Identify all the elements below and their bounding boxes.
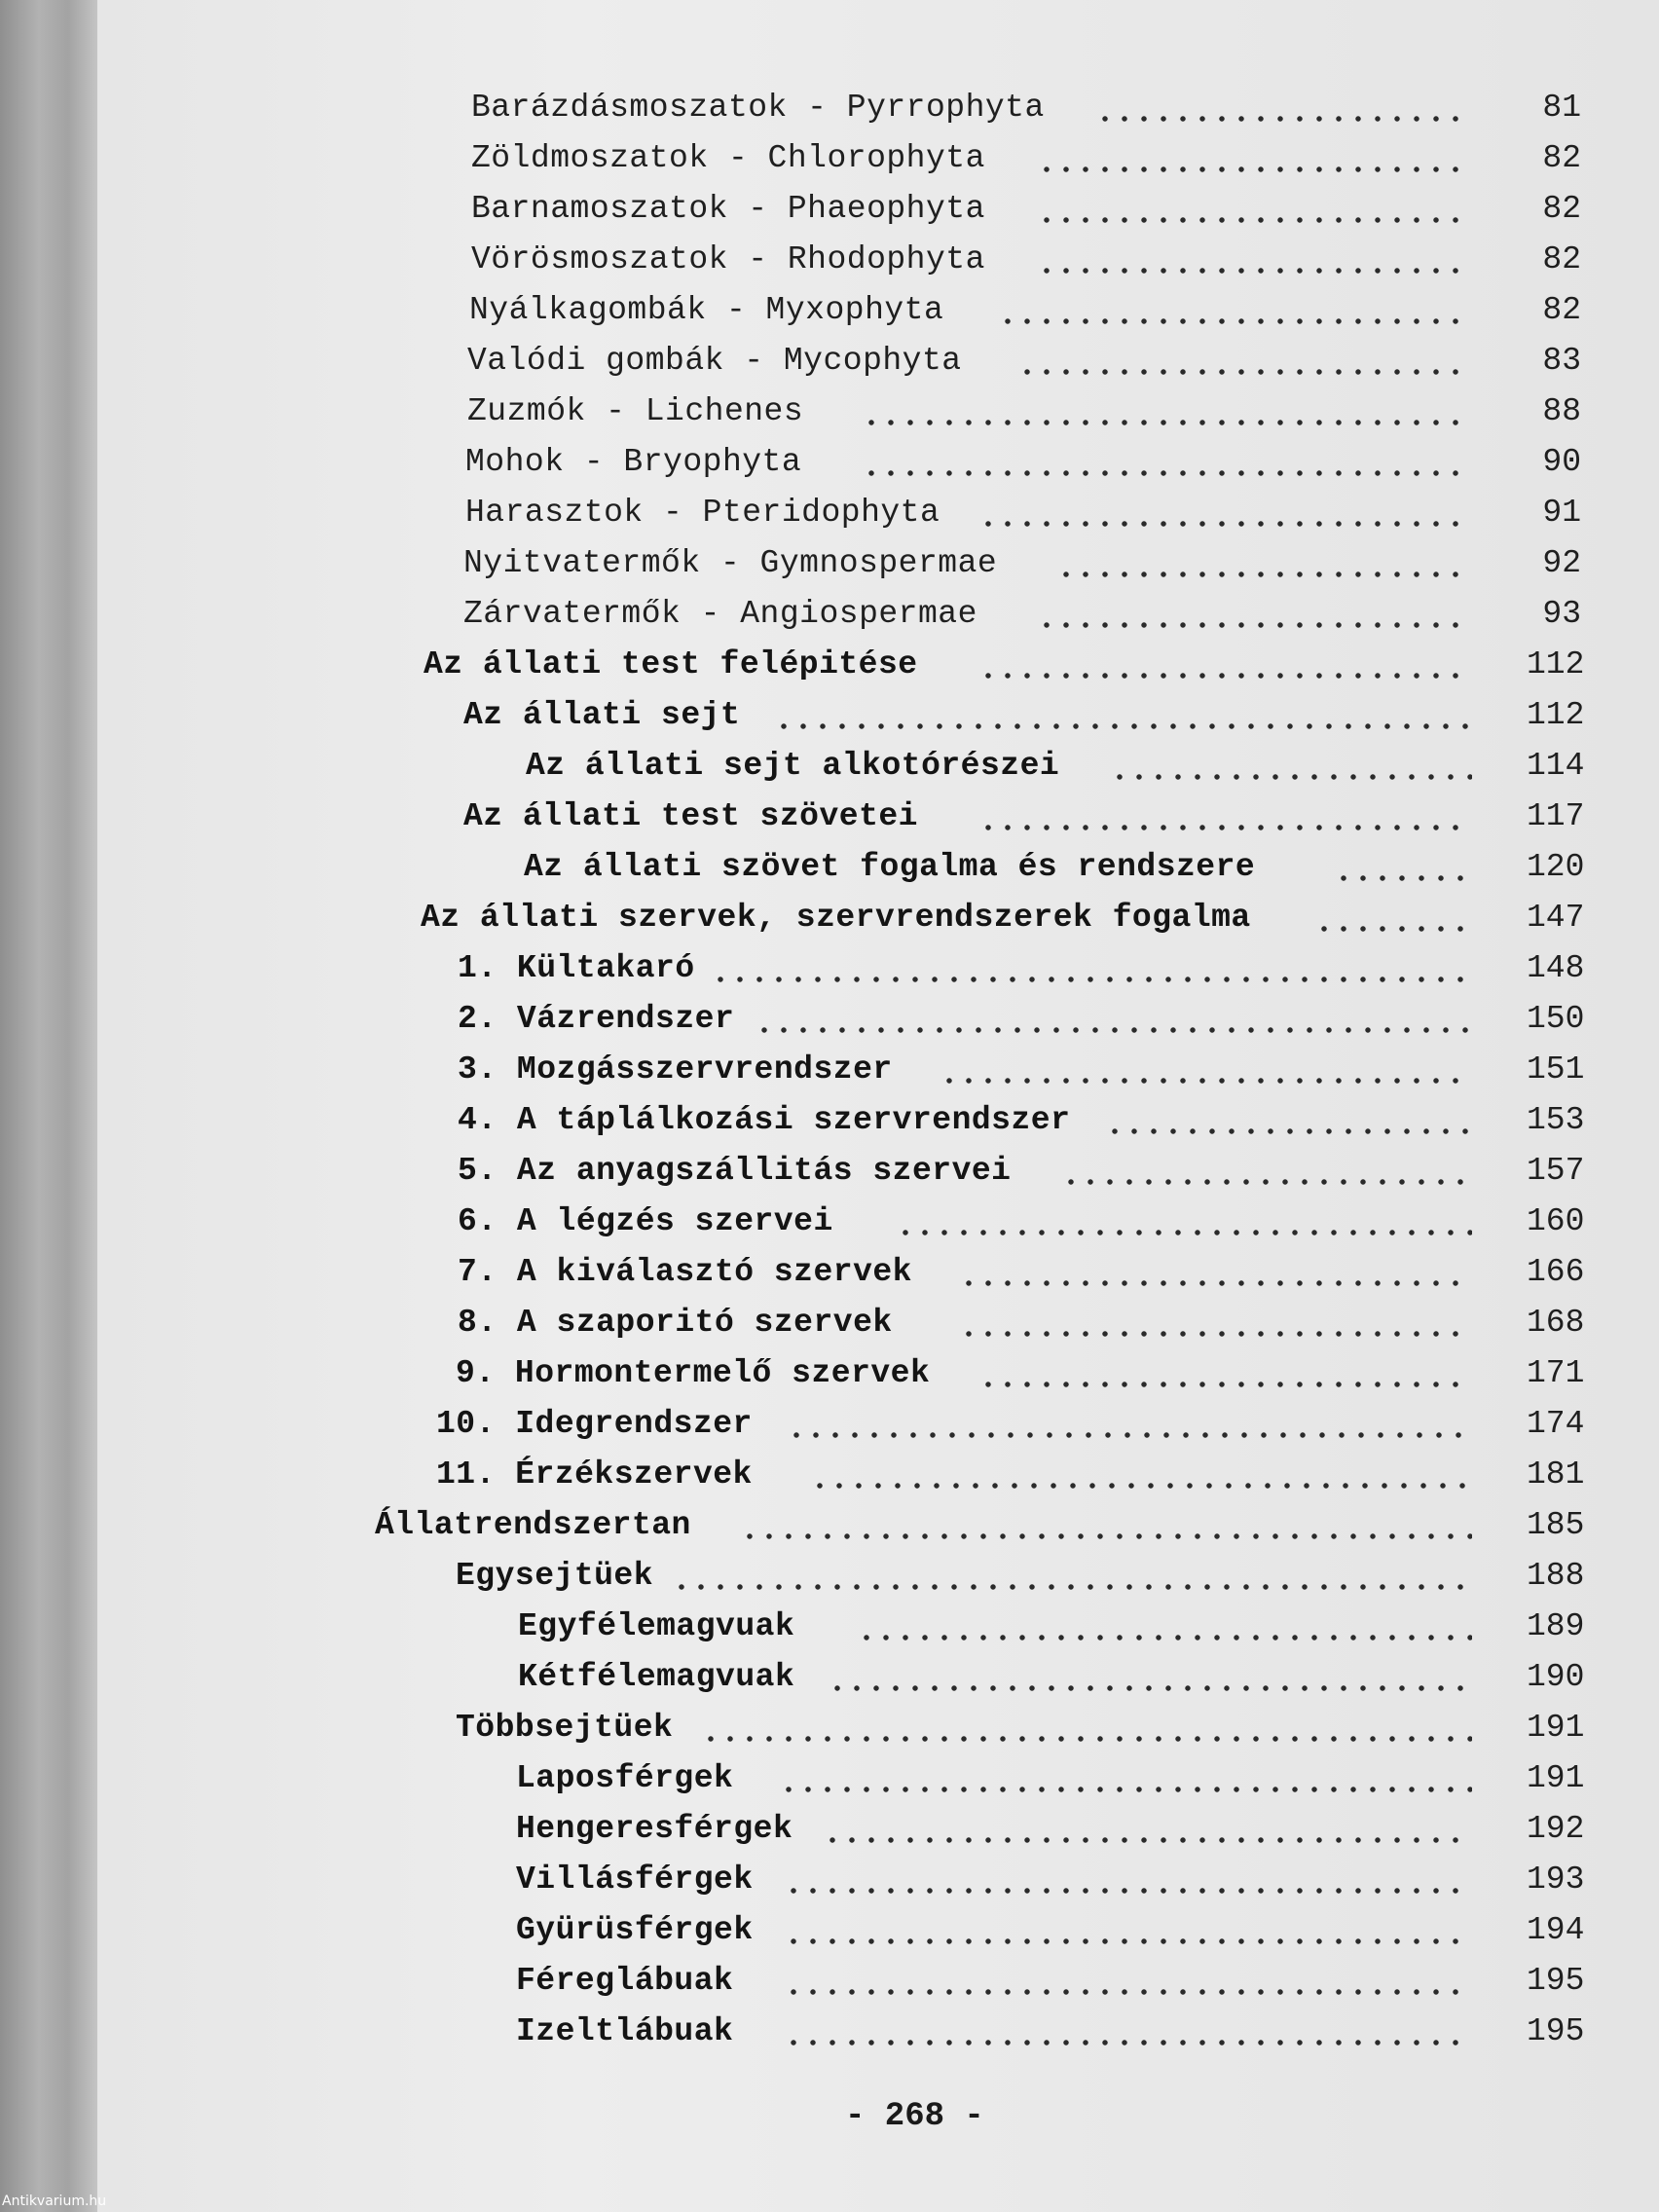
toc-entry	[0, 83, 1659, 133]
toc-entry-page: 188	[1527, 1558, 1585, 1594]
toc-entry	[0, 1551, 1659, 1602]
toc-entry	[0, 184, 1659, 235]
toc-entry-page: 112	[1527, 697, 1585, 733]
dot-leader	[959, 1331, 1472, 1337]
toc-entry	[0, 741, 1659, 792]
toc-entry-title: Nyitvatermők - Gymnospermae	[463, 545, 998, 581]
toc-entry	[0, 1095, 1659, 1146]
dot-leader	[857, 1635, 1472, 1641]
dot-leader	[779, 1787, 1472, 1792]
toc-entry-page: 117	[1527, 798, 1585, 834]
toc-entry-page: 191	[1527, 1710, 1585, 1746]
toc-entry-page: 81	[1542, 90, 1581, 126]
toc-entry-title: Gyürüsférgek	[516, 1912, 754, 1948]
toc-entry	[0, 893, 1659, 943]
toc-entry-page: 83	[1542, 343, 1581, 379]
toc-entry-title: Villásférgek	[516, 1862, 754, 1898]
toc-entry-title: 1. Kültakaró	[458, 950, 695, 986]
dot-leader	[978, 673, 1472, 679]
toc-entry	[0, 1298, 1659, 1348]
toc-entry-title: 6. A légzés szervei	[458, 1203, 833, 1239]
toc-entry-page: 82	[1542, 140, 1581, 176]
toc-entry-page: 148	[1527, 950, 1585, 986]
dot-leader	[1095, 116, 1472, 122]
toc-entry-title: Hengeresférgek	[516, 1811, 793, 1847]
dot-leader	[828, 1685, 1472, 1691]
dot-leader	[978, 825, 1472, 830]
dot-leader	[959, 1280, 1472, 1286]
toc-entry	[0, 792, 1659, 842]
toc-entry-page: 189	[1527, 1608, 1585, 1644]
toc-entry	[0, 1855, 1659, 1905]
toc-entry-page: 120	[1527, 849, 1585, 885]
toc-entry-page: 168	[1527, 1305, 1585, 1341]
dot-leader	[672, 1584, 1472, 1590]
toc-entry	[0, 538, 1659, 589]
dot-leader	[1037, 166, 1472, 172]
toc-entry-page: 181	[1527, 1456, 1585, 1493]
toc-entry-title: Kétfélemagvuak	[518, 1659, 795, 1695]
toc-entry	[0, 943, 1659, 994]
toc-entry-title: Nyálkagombák - Myxophyta	[469, 292, 944, 328]
toc-entry-title: Az állati sejt alkotórészei	[526, 748, 1060, 784]
toc-entry	[0, 589, 1659, 640]
toc-entry-title: Egysejtüek	[456, 1558, 654, 1594]
toc-entry-page: 93	[1542, 596, 1581, 632]
toc-entry	[0, 640, 1659, 690]
dot-leader	[1037, 622, 1472, 628]
toc-entry	[0, 437, 1659, 488]
toc-entry-title: 3. Mozgásszervrendszer	[458, 1051, 893, 1088]
toc-entry	[0, 285, 1659, 336]
watermark: Antikvarium.hu	[2, 2194, 107, 2209]
toc-entry	[0, 1905, 1659, 1956]
toc-entry-page: 174	[1527, 1406, 1585, 1442]
dot-leader	[711, 977, 1472, 982]
dot-leader	[784, 2040, 1472, 2046]
toc-entry	[0, 1956, 1659, 2007]
toc-entry-title: 7. A kiválasztó szervek	[458, 1254, 912, 1290]
toc-entry-title: Izeltlábuak	[516, 2013, 734, 2049]
dot-leader	[978, 1382, 1472, 1387]
dot-leader	[1037, 217, 1472, 223]
toc-entry-title: 2. Vázrendszer	[458, 1001, 735, 1037]
toc-entry	[0, 1652, 1659, 1703]
toc-entry-page: 82	[1542, 191, 1581, 227]
toc-entry	[0, 1197, 1659, 1247]
dot-leader	[787, 1432, 1472, 1438]
toc-entry-page: 185	[1527, 1507, 1585, 1543]
toc-entry-title: Zöldmoszatok - Chlorophyta	[471, 140, 985, 176]
toc-entry-page: 191	[1527, 1760, 1585, 1796]
toc-entry-title: Az állati szervek, szervrendszerek fogalma	[421, 900, 1251, 936]
toc-entry-title: 5. Az anyagszállitás szervei	[458, 1153, 1012, 1189]
toc-entry-page: 151	[1527, 1051, 1585, 1088]
dot-leader	[1314, 926, 1472, 932]
dot-leader	[784, 1938, 1472, 1944]
toc-entry-title: Az állati test felépitése	[424, 646, 918, 682]
dot-leader	[1061, 1179, 1472, 1185]
dot-leader	[810, 1483, 1472, 1489]
toc-entry-title: Az állati test szövetei	[463, 798, 918, 834]
toc-entry-title: Zuzmók - Lichenes	[467, 393, 804, 429]
toc-entry-page: 157	[1527, 1153, 1585, 1189]
toc-entry-page: 160	[1527, 1203, 1585, 1239]
toc-entry-page: 114	[1527, 748, 1585, 784]
dot-leader	[823, 1837, 1472, 1843]
toc-entry	[0, 235, 1659, 285]
toc-entry-title: 10. Idegrendszer	[436, 1406, 753, 1442]
dot-leader	[1105, 1128, 1472, 1134]
toc-entry-page: 195	[1527, 2013, 1585, 2049]
toc-entry-title: Féreglábuak	[516, 1963, 734, 1999]
dot-leader	[940, 1078, 1472, 1084]
toc-entry-title: Harasztok - Pteridophyta	[465, 495, 940, 531]
toc-entry-page: 193	[1527, 1862, 1585, 1898]
toc-entry-title: Zárvatermők - Angiospermae	[463, 596, 977, 632]
dot-leader	[862, 420, 1472, 425]
toc-entry-page: 90	[1542, 444, 1581, 480]
toc-entry-page: 195	[1527, 1963, 1585, 1999]
toc-entry-title: Állatrendszertan	[375, 1507, 691, 1543]
toc-entry-page: 166	[1527, 1254, 1585, 1290]
toc-entry-page: 194	[1527, 1912, 1585, 1948]
toc-entry	[0, 994, 1659, 1045]
toc-entry-title: 4. A táplálkozási szervrendszer	[458, 1102, 1071, 1138]
toc-entry-title: Laposférgek	[516, 1760, 734, 1796]
toc-entry-title: Barnamoszatok - Phaeophyta	[471, 191, 985, 227]
toc-entry-page: 91	[1542, 495, 1581, 531]
dot-leader	[978, 521, 1472, 527]
dot-leader	[755, 1027, 1472, 1033]
page-number-text: - 268 -	[845, 2098, 984, 2135]
toc-entry	[0, 1450, 1659, 1500]
toc-entry	[0, 1804, 1659, 1855]
toc-entry-title: Többsejtüek	[456, 1710, 674, 1746]
dot-leader	[774, 723, 1472, 729]
toc-entry-page: 147	[1527, 900, 1585, 936]
toc-entry-title: 8. A szaporitó szervek	[458, 1305, 893, 1341]
toc-entry	[0, 2007, 1659, 2057]
dot-leader	[1017, 369, 1472, 375]
dot-leader	[998, 318, 1472, 324]
toc-entry	[0, 133, 1659, 184]
toc-entry-page: 92	[1542, 545, 1581, 581]
toc-entry	[0, 1753, 1659, 1804]
toc-entry-title: Egyfélemagvuak	[518, 1608, 795, 1644]
dot-leader	[1037, 268, 1472, 274]
dot-leader	[740, 1533, 1472, 1539]
toc-entry	[0, 842, 1659, 893]
toc-entry-title: Mohok - Bryophyta	[465, 444, 802, 480]
toc-entry-title: Az állati sejt	[463, 697, 741, 733]
toc-entry-title: Vörösmoszatok - Rhodophyta	[471, 241, 985, 277]
toc-entry-page: 190	[1527, 1659, 1585, 1695]
dot-leader	[784, 1989, 1472, 1995]
dot-leader	[1056, 571, 1472, 577]
toc-entry	[0, 336, 1659, 387]
toc-entry	[0, 1045, 1659, 1095]
toc-entry	[0, 1247, 1659, 1298]
toc-entry-page: 153	[1527, 1102, 1585, 1138]
toc-entry-page: 82	[1542, 241, 1581, 277]
dot-leader	[1334, 875, 1472, 881]
toc-entry	[0, 1348, 1659, 1399]
toc-entry-page: 192	[1527, 1811, 1585, 1847]
toc-entry	[0, 690, 1659, 741]
toc-entry-page: 88	[1542, 393, 1581, 429]
toc-entry	[0, 1500, 1659, 1551]
dot-leader	[896, 1230, 1472, 1235]
dot-leader	[862, 470, 1472, 476]
dot-leader	[701, 1736, 1472, 1742]
toc-entry-page: 150	[1527, 1001, 1585, 1037]
toc-entry	[0, 1146, 1659, 1197]
toc-entry-title: Valódi gombák - Mycophyta	[467, 343, 962, 379]
toc-entry	[0, 488, 1659, 538]
toc-entry	[0, 1399, 1659, 1450]
toc-entry-page: 171	[1527, 1355, 1585, 1391]
toc-entry-title: 9. Hormontermelő szervek	[456, 1355, 931, 1391]
dot-leader	[1110, 774, 1472, 780]
toc-entry-page: 82	[1542, 292, 1581, 328]
dot-leader	[784, 1888, 1472, 1894]
toc-entry-title: Barázdásmoszatok - Pyrrophyta	[471, 90, 1045, 126]
toc-entry	[0, 387, 1659, 437]
toc-entry-title: Az állati szövet fogalma és rendszere	[524, 849, 1256, 885]
toc-entry-page: 112	[1527, 646, 1585, 682]
toc-entry	[0, 1602, 1659, 1652]
toc-entry-title: 11. Érzékszervek	[436, 1456, 753, 1493]
toc-entry	[0, 1703, 1659, 1753]
